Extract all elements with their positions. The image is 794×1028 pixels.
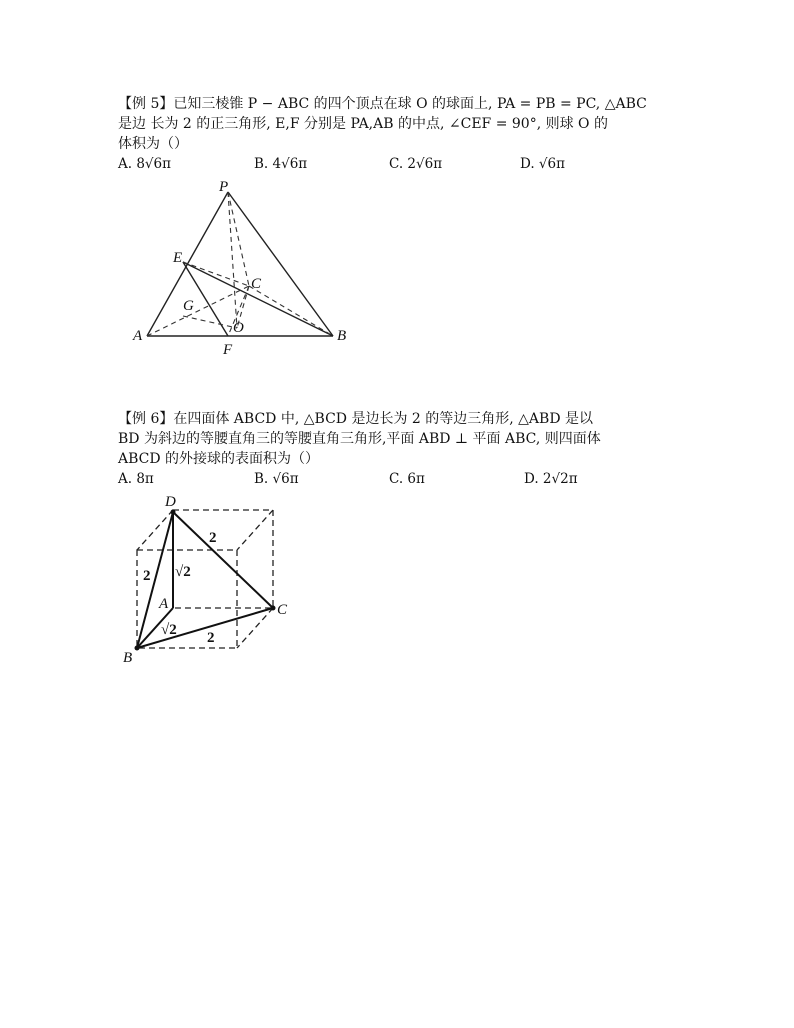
ex5-option-c[interactable]: C. 2√6π [389,156,443,172]
segment-ec [183,262,249,286]
ex5-question-line-3: 体积为（） [118,136,188,152]
label-f: F [223,342,233,356]
segment-go [183,316,237,328]
ex5-option-d[interactable]: D. √6π [520,156,565,172]
label-dc-length: 2 [209,530,217,546]
ex6-question-line-2: BD 为斜边的等腰直角三的等腰直角三角形,平面 ABD ⊥ 平面 ABC, 则四面体 [118,431,601,447]
ex6-cube-figure [115,490,305,670]
label-b: B [337,328,347,344]
label-e: E [173,250,183,266]
ex5-question-line-2: 是边 长为 2 的正三角形, E,F 分别是 PA,AB 的中点, ∠CEF = 90°, 则球 O 的 [118,116,608,132]
label-p: P [219,179,229,195]
label-c: C [251,276,262,292]
segment-bc [137,608,273,648]
label-ba-length: √2 [161,622,177,638]
edge-bc [249,286,333,336]
ex6-option-c[interactable]: C. 6π [389,471,425,487]
label-d: D [165,494,176,510]
ex6-option-a[interactable]: A. 8π [118,471,154,487]
ex5-option-b[interactable]: B. 4√6π [254,156,308,172]
ex5-pyramid-figure [125,176,365,356]
ex6-option-d[interactable]: D. 2√2π [524,471,578,487]
label-c: C [277,602,288,618]
label-a: A [159,596,169,612]
label-db-length: 2 [143,568,151,584]
ex6-question-line-1: 【例 6】在四面体 ABCD 中, △BCD 是边长为 2 的等边三角形, △ABD 是以 [118,411,594,427]
label-a: A [133,328,143,344]
ex5-option-a[interactable]: A. 8√6π [118,156,171,172]
ex6-question-line-3: ABCD 的外接球的表面积为（） [118,451,320,467]
label-b: B [123,650,133,666]
label-da-length: √2 [175,564,191,580]
ex6-option-b[interactable]: B. √6π [254,471,299,487]
label-g: G [183,298,194,314]
ex5-question-line-1: 【例 5】已知三棱锥 P − ABC 的四个顶点在球 O 的球面上, PA = PB = PC, △ABC [118,96,647,112]
label-o: O [233,320,244,336]
label-bc-length: 2 [207,630,215,646]
